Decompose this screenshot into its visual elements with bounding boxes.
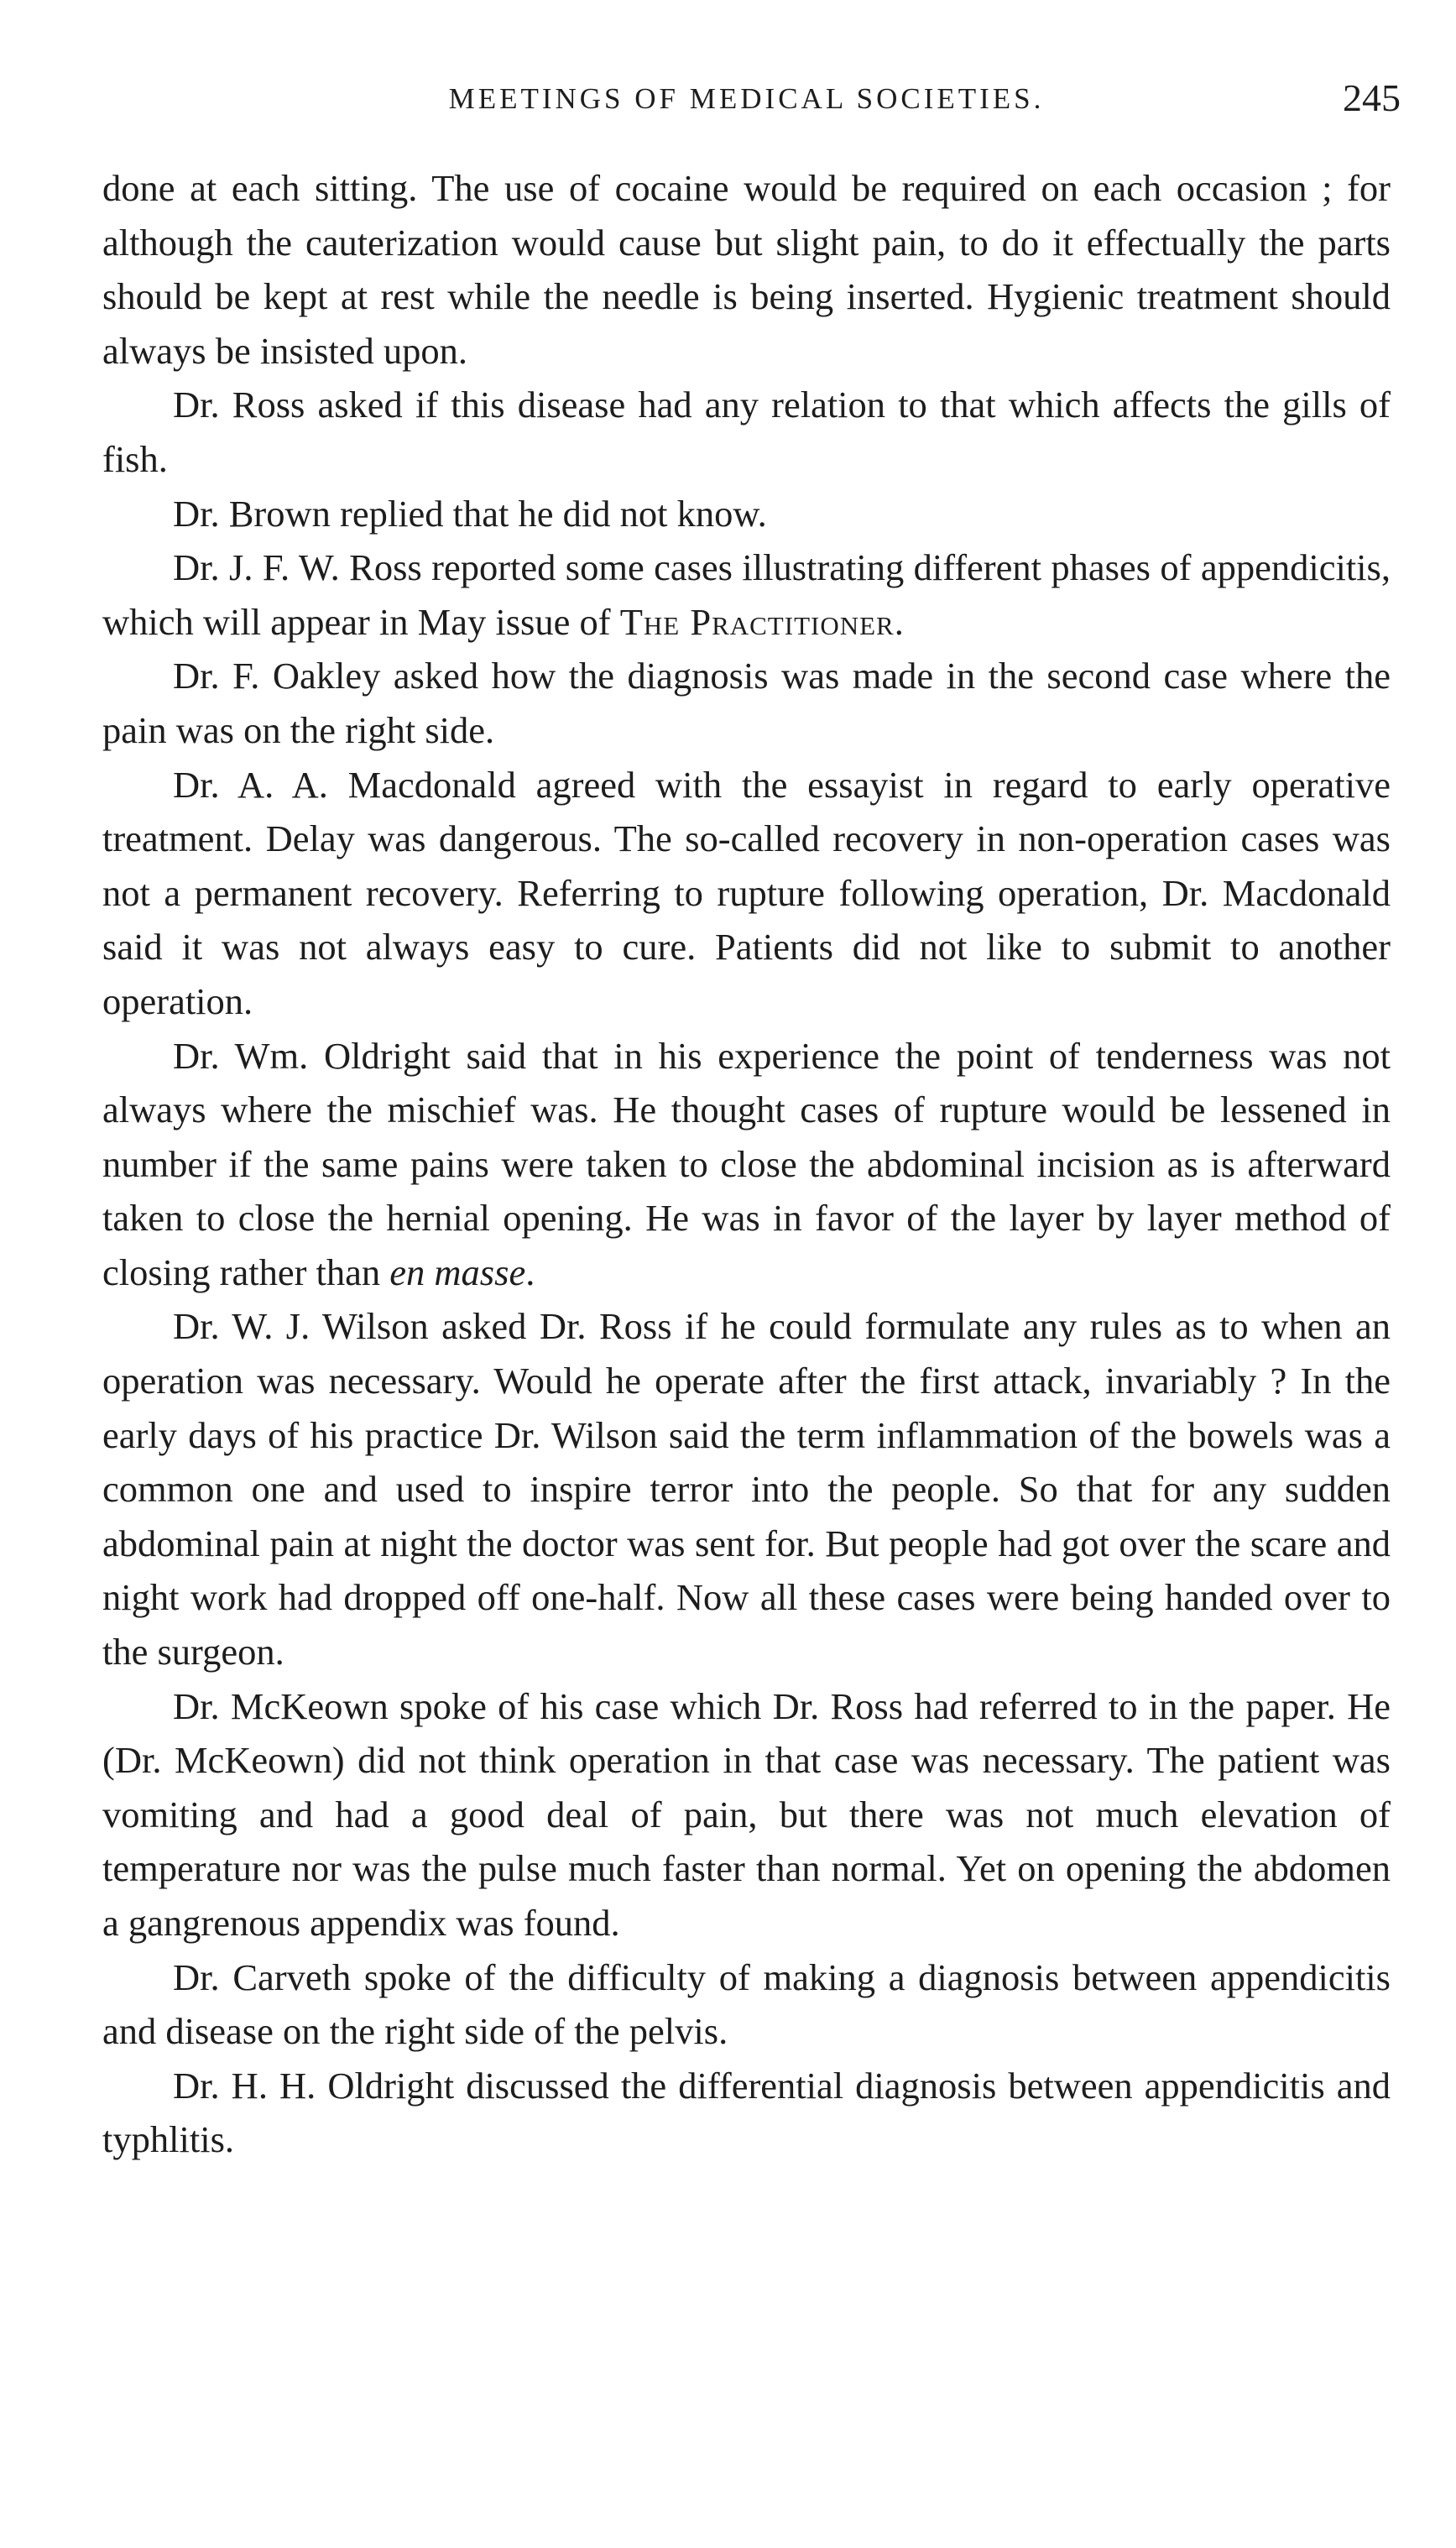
- paragraph-macdonald-comment: Dr. A. A. Macdonald agreed with the essayist in regard to early operative treatment. Delay was dangerous. The so-called recovery in non-operation cases was not a permanent recovery. Referring to rupture following operation, Dr. Macdonald said it was not always easy to cure. Patients did not like to submit to another operation.: [102, 763, 1391, 1022]
- running-title: MEETINGS OF MEDICAL SOCIETIES.: [448, 82, 1045, 115]
- paragraph-hh-oldright-comment: Dr. H. H. Oldright discussed the differential diagnosis between appendicitis and typhlitis.: [102, 2064, 1391, 2161]
- paragraph-oakley-question: Dr. F. Oakley asked how the diagnosis was made in the second case where the pain was on the right side.: [102, 655, 1391, 751]
- page-number: 245: [1343, 76, 1401, 119]
- paragraph-jfw-ross-report: [102, 540, 1391, 649]
- book-page: [102, 76, 1401, 2167]
- paragraph-ross-question: Dr. Ross asked if this disease had any relation to that which affects the gills of fish.: [102, 384, 1391, 480]
- paragraph-mckeown-comment: Dr. McKeown spoke of his case which Dr. Ross had referred to in the paper. He (Dr. McKeown) did not think operation in that case was necessary. The patient was vomiting and had a good deal of pain, but there was not much elevation of temperature nor was the pulse much faster than normal. Yet on opening the abdomen a gangrenous appendix was found.: [102, 1684, 1391, 1944]
- paragraph-continuation: done at each sitting. The use of cocaine would be required on each occasion ; for although the cauterization would cause but slight pain, to do it effectually the parts should be kept at rest while the needle is being inserted. Hygienic treatment should always be insisted upon.: [102, 167, 1391, 372]
- running-head: [102, 76, 1401, 126]
- paragraph-wm-oldright-comment: [102, 1029, 1391, 1300]
- paragraph-carveth-comment: Dr. Carveth spoke of the difficulty of making a diagnosis between appendicitis and disease on the right side of the pelvis.: [102, 1955, 1391, 2053]
- paragraph-brown-reply: Dr. Brown replied that he did not know.: [173, 492, 767, 535]
- paragraph-wilson-question: Dr. W. J. Wilson asked Dr. Ross if he could formulate any rules as to when an operation was necessary. Would he operate after the first attack, invariably ? In the early days of his practice Dr. Wilson said the term inflammation of the bowels was a common one and used to inspire terror into the people. So that for any sudden abdominal pain at night the doctor was sent for. But people had got over the scare and night work had dropped off one-half. Now all these cases were being handed over to the surgeon.: [102, 1305, 1391, 1673]
- italic-phrase: en masse: [389, 1251, 526, 1293]
- paragraph-text: Dr. Wm. Oldright said that in his experience the point of tenderness was not always where the mischief was. He thought cases of rupture would be lessened in number if the same pains were taken to close the abdominal incision as is afterward taken to close the hernial opening. He was in favor of the layer by layer method of closing rather than: [102, 1034, 1391, 1293]
- journal-title: The Practitioner: [619, 600, 895, 643]
- paragraph-text: .: [525, 1251, 535, 1293]
- body-text: [102, 161, 1391, 2167]
- paragraph-text: Dr. J. F. W. Ross reported some cases illustrating different phases of appendicitis, which will appear in May issue of: [102, 546, 1391, 643]
- paragraph-text: .: [894, 600, 904, 643]
